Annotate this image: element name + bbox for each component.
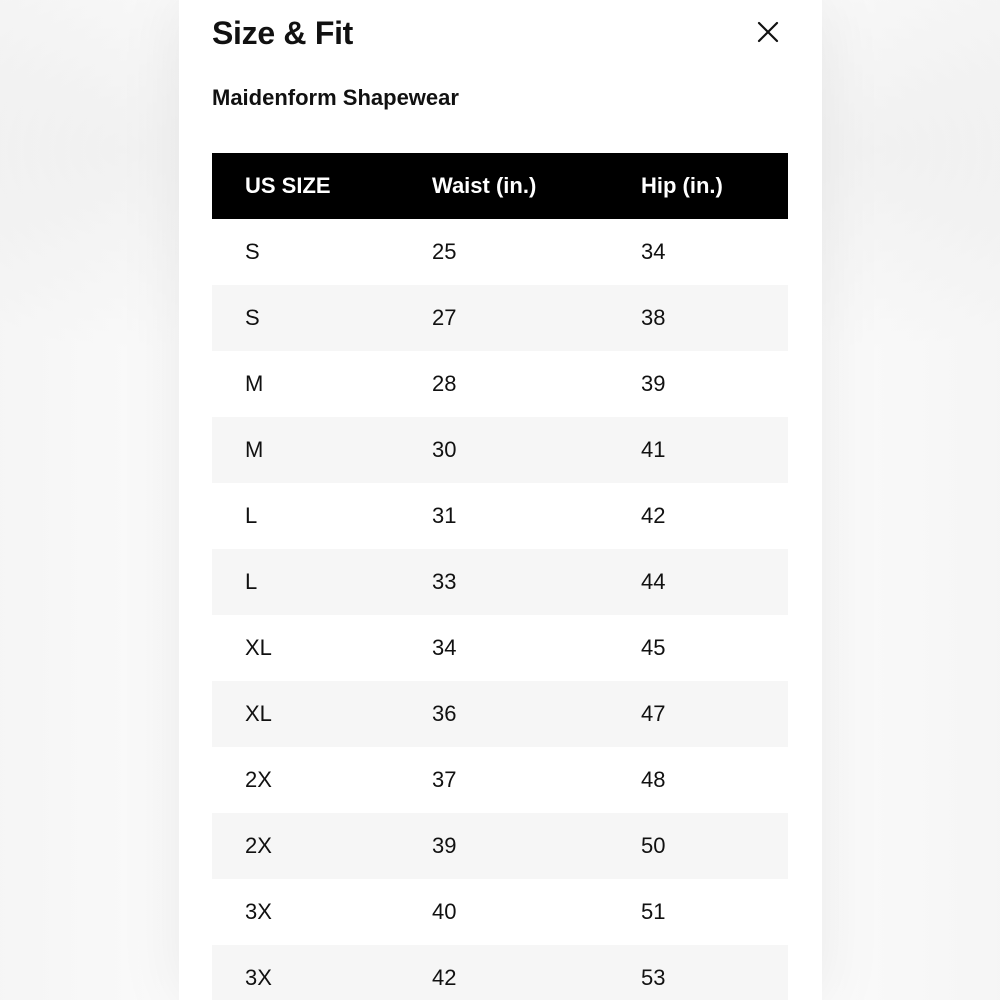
product-name: Maidenform Shapewear bbox=[212, 85, 459, 110]
size-cell: M bbox=[212, 417, 432, 483]
table-row bbox=[212, 549, 788, 615]
hip-cell: 47 bbox=[641, 681, 788, 747]
waist-cell: 34 bbox=[432, 635, 457, 660]
size-cell: XL bbox=[212, 681, 432, 747]
size-cell: XL bbox=[245, 635, 272, 660]
table-row bbox=[212, 417, 788, 483]
size-cell: L bbox=[245, 503, 258, 528]
column-header-waist: Waist (in.) bbox=[432, 153, 641, 219]
table-header-row bbox=[212, 153, 788, 219]
waist-cell: 40 bbox=[432, 899, 457, 924]
size-chart-table bbox=[212, 153, 788, 1000]
hip-cell: 44 bbox=[641, 549, 788, 615]
close-icon bbox=[752, 16, 784, 48]
waist-cell: 36 bbox=[432, 681, 641, 747]
waist-cell: 31 bbox=[432, 503, 457, 528]
size-cell: 2X bbox=[212, 813, 432, 879]
close-button[interactable] bbox=[752, 16, 784, 48]
waist-cell: 30 bbox=[432, 417, 641, 483]
waist-cell: 42 bbox=[432, 945, 641, 1000]
table-row bbox=[212, 945, 788, 1000]
waist-cell: 33 bbox=[432, 549, 641, 615]
hip-cell: 41 bbox=[641, 417, 788, 483]
waist-cell: 27 bbox=[432, 285, 641, 351]
table-row bbox=[212, 747, 788, 813]
size-cell: M bbox=[245, 371, 264, 396]
table-row bbox=[212, 615, 788, 681]
table-row bbox=[212, 351, 788, 417]
hip-cell: 48 bbox=[641, 767, 666, 792]
table-row bbox=[212, 681, 788, 747]
column-header-us-size: US SIZE bbox=[212, 153, 432, 219]
size-cell: 2X bbox=[245, 767, 272, 792]
column-header-hip: Hip (in.) bbox=[641, 153, 788, 219]
hip-cell: 53 bbox=[641, 945, 788, 1000]
hip-cell: 51 bbox=[641, 899, 666, 924]
size-cell: L bbox=[212, 549, 432, 615]
table-row bbox=[212, 483, 788, 549]
size-cell: 3X bbox=[245, 899, 272, 924]
table-row bbox=[212, 219, 788, 285]
table-row bbox=[212, 813, 788, 879]
table-row bbox=[212, 879, 788, 945]
hip-cell: 38 bbox=[641, 285, 788, 351]
waist-cell: 37 bbox=[432, 767, 457, 792]
size-cell: 3X bbox=[212, 945, 432, 1000]
hip-cell: 45 bbox=[641, 635, 666, 660]
hip-cell: 34 bbox=[641, 239, 666, 264]
table-row bbox=[212, 285, 788, 351]
modal-title: Size & Fit bbox=[212, 15, 354, 51]
size-cell: S bbox=[245, 239, 260, 264]
waist-cell: 28 bbox=[432, 371, 457, 396]
waist-cell: 25 bbox=[432, 239, 457, 264]
waist-cell: 39 bbox=[432, 813, 641, 879]
hip-cell: 39 bbox=[641, 371, 666, 396]
size-fit-modal bbox=[179, 0, 822, 1000]
hip-cell: 42 bbox=[641, 503, 666, 528]
hip-cell: 50 bbox=[641, 813, 788, 879]
size-cell: S bbox=[212, 285, 432, 351]
